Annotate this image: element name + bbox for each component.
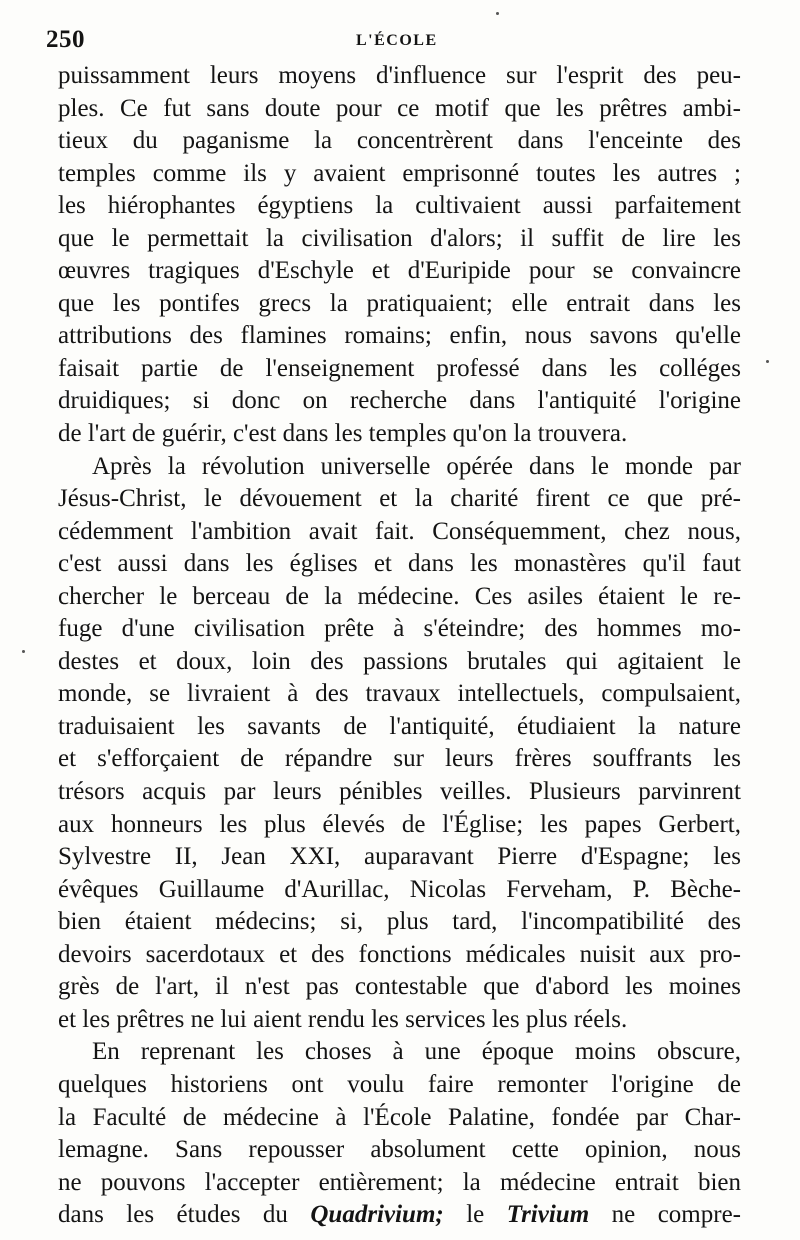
text-segment: ne compre- — [589, 1201, 741, 1229]
text-line: fuge d'une civilisation prête à s'éteindre; des hommes mo- — [58, 615, 741, 643]
text-line: ples. Ce fut sans doute pour ce motif que les prêtres ambi- — [58, 94, 741, 122]
text-line: la Faculté de médecine à l'École Palatine, fondée par Char- — [58, 1103, 741, 1131]
text-line: temples comme ils y avaient emprisonné toutes les autres ; — [58, 159, 741, 187]
paragraph-2 — [58, 451, 741, 1037]
text-line: Après la révolution universelle opérée dans le monde par — [92, 452, 741, 480]
text-line: chercher le berceau de la médecine. Ces asiles étaient le re- — [58, 582, 741, 610]
text-line-final — [58, 1199, 741, 1232]
text-line: ne pouvons l'accepter entièrement; la médecine entrait bien — [58, 1168, 741, 1196]
italic-term-trivium: Trivium — [506, 1201, 590, 1229]
text-line: œuvres tragiques d'Eschyle et d'Euripide pour se convaincre — [58, 257, 741, 285]
text-line: et s'efforçaient de répandre sur leurs frères souffrants les — [58, 745, 741, 773]
body-text — [58, 60, 741, 1232]
text-line: Sylvestre II, Jean XXI, auparavant Pierre d'Espagne; les — [58, 843, 741, 871]
text-line: druidiques; si donc on recherche dans l'antiquité l'origine — [58, 387, 741, 415]
text-line: lemagne. Sans repousser absolument cette opinion, nous — [58, 1136, 741, 1164]
text-line: les hiérophantes égyptiens la cultivaient aussi parfaitement — [58, 192, 741, 220]
scan-speck — [766, 360, 769, 363]
italic-term-quadrivium: Quadrivium; — [310, 1201, 444, 1229]
paragraph-3 — [58, 1036, 741, 1231]
page-number: 250 — [46, 26, 85, 53]
text-line: devoirs sacerdotaux et des fonctions médicales nuisit aux pro- — [58, 940, 741, 968]
text-line: monde, se livraient à des travaux intellectuels, compulsaient, — [58, 680, 741, 708]
text-line: et les prêtres ne lui aient rendu les services les plus réels. — [58, 1005, 628, 1033]
text-line: de l'art de guérir, c'est dans les temples qu'on la trouvera. — [58, 420, 628, 448]
text-line: bien étaient médecins; si, plus tard, l'incompatibilité des — [58, 908, 741, 936]
text-line: c'est aussi dans les églises et dans les monastères qu'il faut — [58, 550, 741, 578]
text-line: Jésus-Christ, le dévouement et la charité firent ce que pré- — [58, 485, 741, 513]
text-line: attributions des flamines romains; enfin, nous savons qu'elle — [58, 322, 741, 350]
text-line: évêques Guillaume d'Aurillac, Nicolas Ferveham, P. Bèche- — [58, 875, 741, 903]
text-line: En reprenant les choses à une époque moins obscure, — [92, 1038, 741, 1066]
text-line: trésors acquis par leurs pénibles veilles. Plusieurs parvinrent — [58, 778, 741, 806]
text-line: destes et doux, loin des passions brutales qui agitaient le — [58, 647, 741, 675]
paragraph-1 — [58, 60, 741, 451]
text-line: que les pontifes grecs la pratiquaient; elle entrait dans les — [58, 289, 741, 317]
text-line: quelques historiens ont voulu faire remonter l'origine de — [58, 1070, 741, 1098]
text-line: faisait partie de l'enseignement professé dans les colléges — [58, 354, 741, 382]
text-line: puissamment leurs moyens d'influence sur l'esprit des peu- — [58, 62, 741, 89]
text-line: tieux du paganisme la concentrèrent dans l'enceinte des — [58, 127, 741, 155]
scan-speck — [496, 12, 499, 15]
text-line: cédemment l'ambition avait fait. Conséquemment, chez nous, — [58, 517, 741, 545]
text-line: aux honneurs les plus élevés de l'Église; les papes Gerbert, — [58, 810, 741, 838]
running-title: L'ÉCOLE — [356, 32, 438, 49]
page-header — [46, 26, 746, 60]
text-line: grès de l'art, il n'est pas contestable que d'abord les moines — [58, 973, 741, 1001]
text-line: que le permettait la civilisation d'alors; il suffit de lire les — [58, 224, 741, 252]
scan-speck — [22, 650, 25, 653]
text-line: traduisaient les savants de l'antiquité, étudiaient la nature — [58, 712, 741, 740]
text-segment: le — [443, 1201, 507, 1229]
text-segment: dans les études du — [58, 1201, 311, 1229]
